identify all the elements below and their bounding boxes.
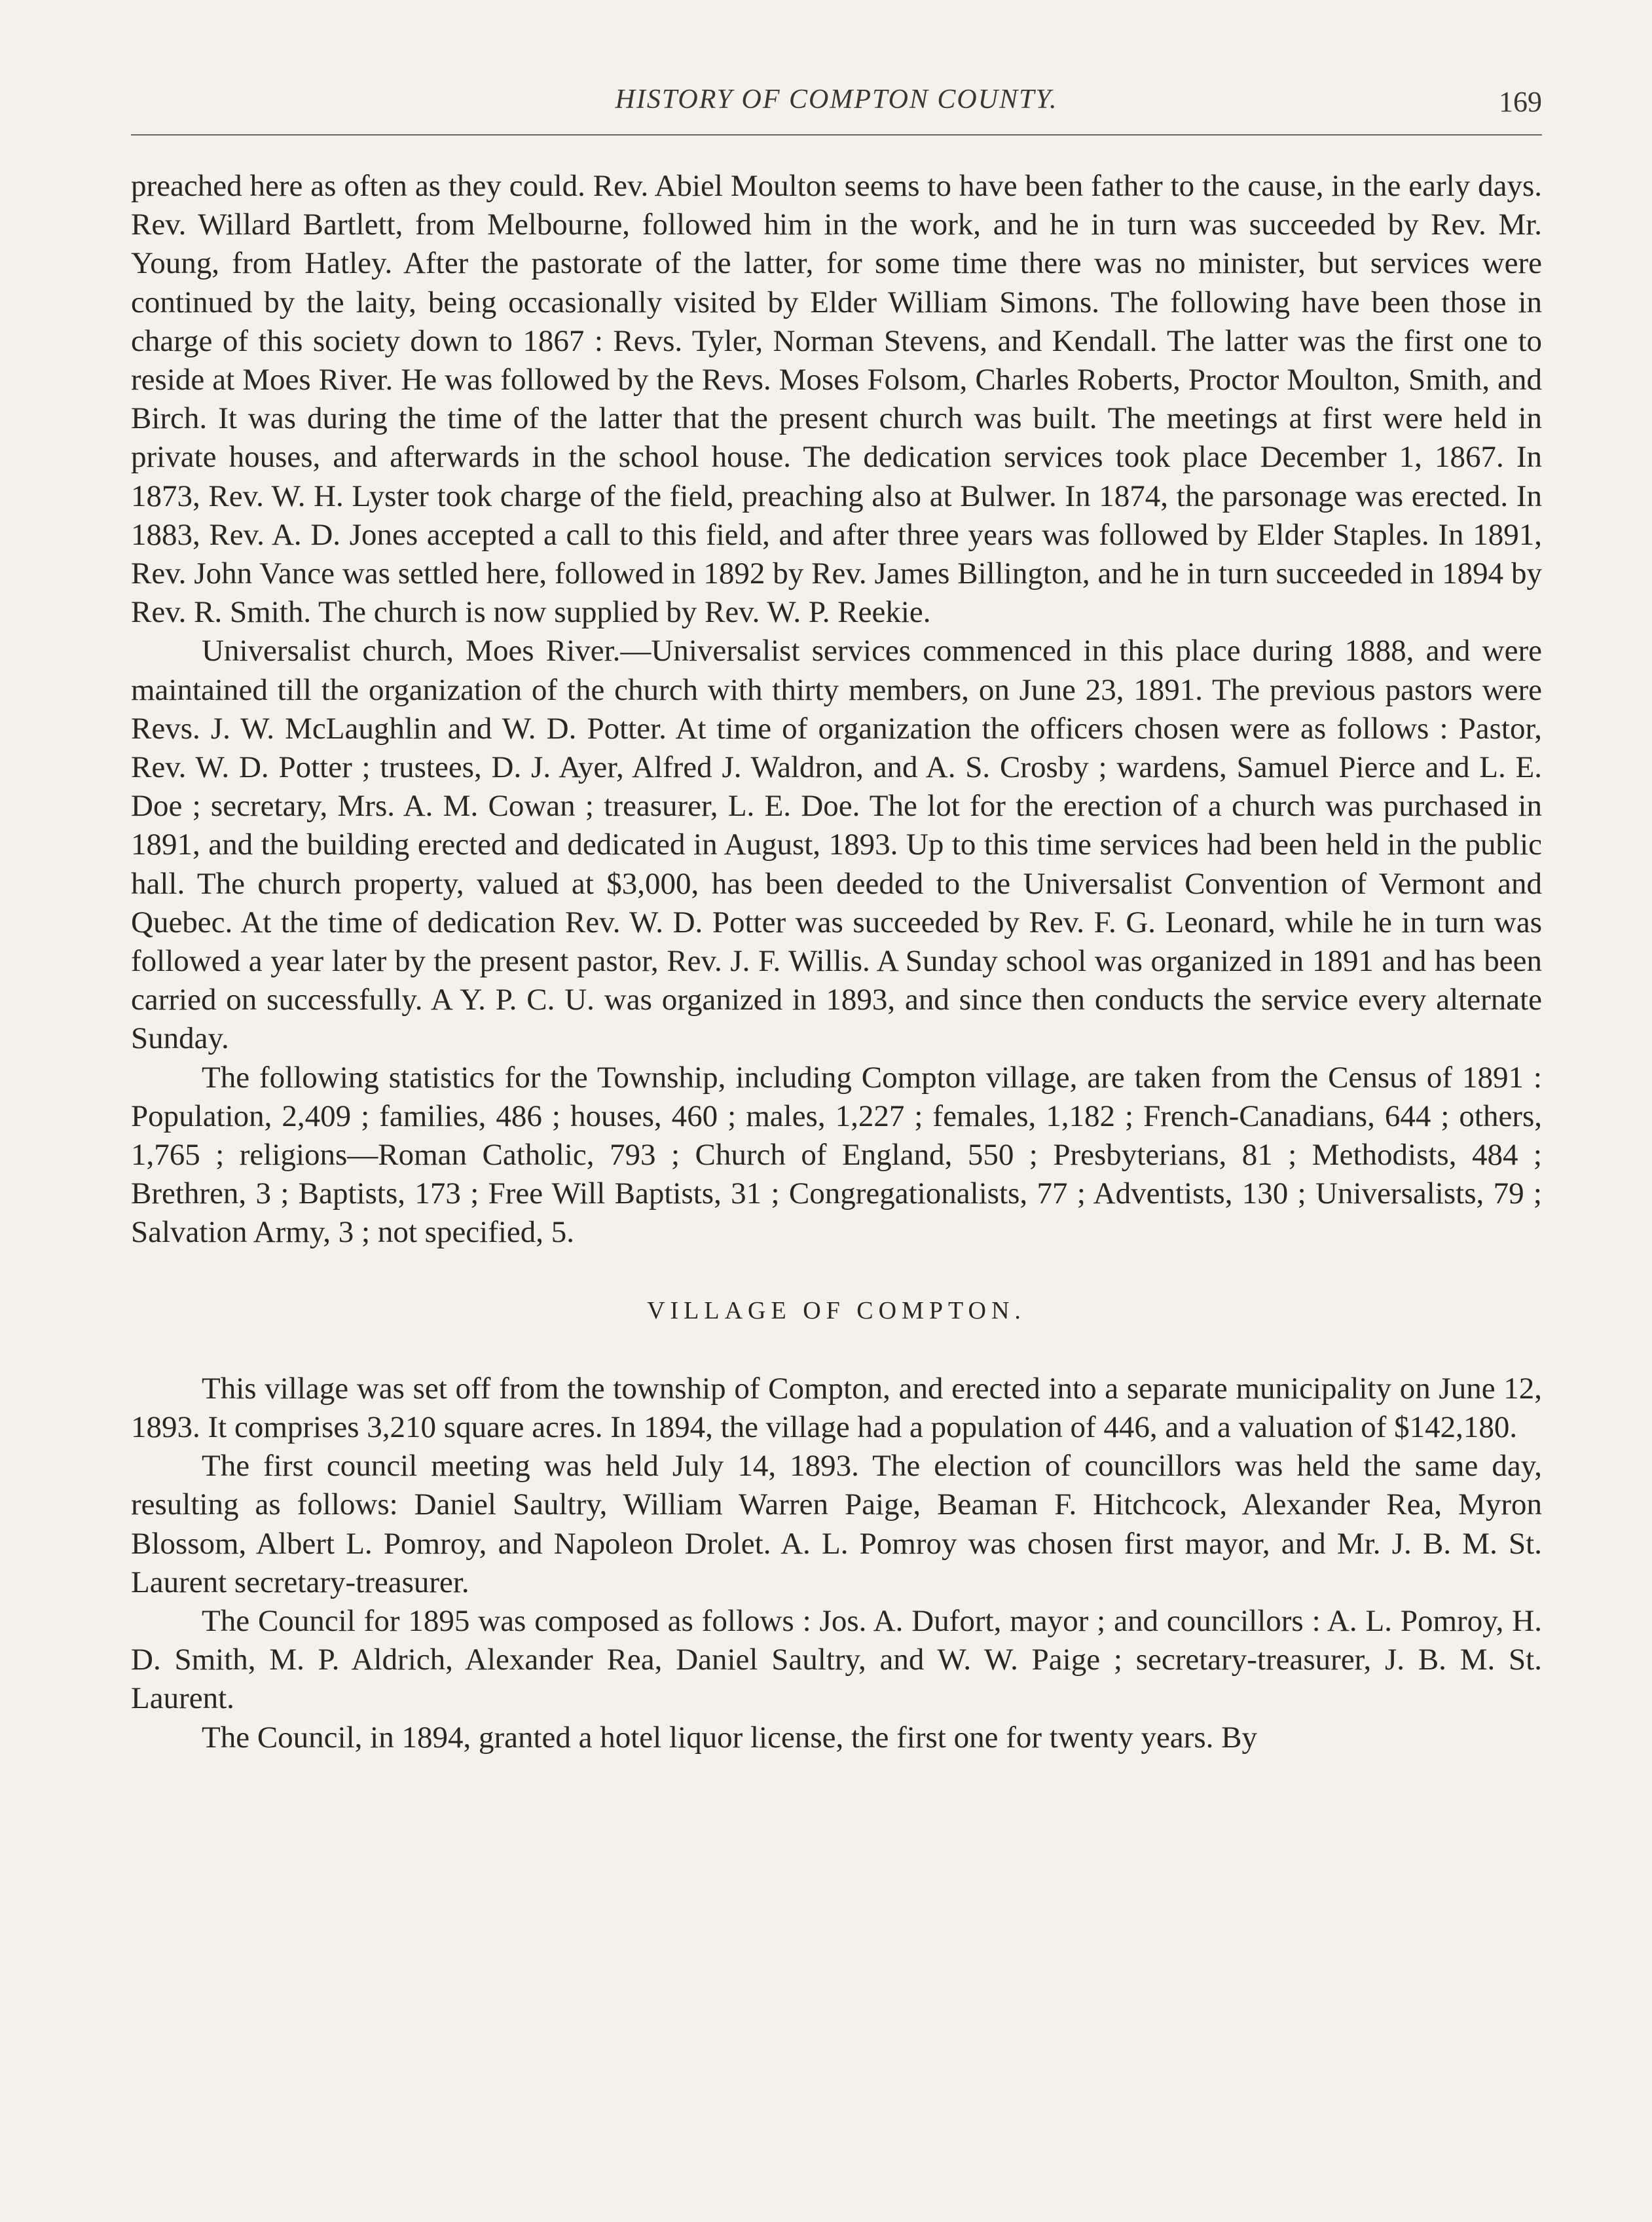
paragraph-first-council: The first council meeting was held July 14, 1893. The election of councillors was held the same day, resulting as follows: Daniel Saultry, William Warren Paige, Beaman F. Hitchcock, Alexander Rea, Myron Blossom, Albert L. Pomroy, and Napoleon Drolet. A. L. Pomroy was chosen first mayor, and Mr. J. B. M. St. Laurent secretary-treasurer. (131, 1449, 1542, 1599)
page-number: 169 (1499, 86, 1542, 118)
paragraph-methodist-church: preached here as often as they could. Rev. Abiel Moulton seems to have been father to the cause, in the early days. Rev. Willard Bartlett, from Melbourne, followed him in the work, and he in turn was succeeded by Rev. Mr. Young, from Hatley. After the pastorate of the latter, for some time there was no minister, but services were continued by the laity, being occasionally visited by Elder William Simons. The following have been those in charge of this society down to 1867 : Revs. Tyler, Norman Stevens, and Kendall. The latter was the first one to reside at Moes River. He was followed by the Revs. Moses Folsom, Charles Roberts, Proctor Moulton, Smith, and Birch. It was during the time of the latter that the present church was built. The meetings at first were held in private houses, and afterwards in the school house. The dedication services took place December 1, 1867. In 1873, Rev. W. H. Lyster took charge of the field, preaching also at Bulwer. In 1874, the parsonage was erected. In 1883, Rev. A. D. Jones accepted a call to this field, and after three years was followed by Elder Staples. In 1891, Rev. John Vance was settled here, followed in 1892 by Rev. James Billington, and he in turn succeeded in 1894 by Rev. R. Smith. The church is now supplied by Rev. W. P. Reekie. (131, 169, 1542, 630)
section-heading: VILLAGE OF COMPTON. (647, 1296, 1026, 1324)
paragraph-village-founding: This village was set off from the township of Compton, and erected into a separate municipality on June 12, 1893. It comprises 3,210 square acres. In 1894, the village had a population of 446, and a valuation of $142,180. (131, 1371, 1542, 1444)
header-rule (131, 134, 1542, 136)
running-title: HISTORY OF COMPTON COUNTY. (615, 84, 1058, 115)
running-head (131, 84, 1542, 130)
paragraph-council-1895: The Council for 1895 was composed as follows : Jos. A. Dufort, mayor ; and councillors : A. L. Pomroy, H. D. Smith, M. P. Aldrich, Alexander Rea, Daniel Saultry, and W. W. Paige ; secretary-treasurer, J. B. M. St. Laurent. (131, 1603, 1542, 1716)
paragraph-liquor-license: The Council, in 1894, granted a hotel liquor license, the first one for twenty years. By (202, 1720, 1257, 1755)
paragraph-census-statistics: The following statistics for the Township, including Compton village, are taken from the Census of 1891 : Population, 2,409 ; families, 486 ; houses, 460 ; males, 1,227 ; females, 1,182 ; French-Canadians, 644 ; others, 1,765 ; religions—Roman Catholic, 793 ; Church of England, 550 ; Presbyterians, 81 ; Methodists, 484 ; Brethren, 3 ; Baptists, 173 ; Free Will Baptists, 31 ; Congregationalists, 77 ; Adventists, 130 ; Universalists, 79 ; Salvation Army, 3 ; not specified, 5. (131, 1060, 1542, 1250)
paragraph-universalist-church: Universalist church, Moes River.—Universalist services commenced in this place during 1888, and were maintained till the organization of the church with thirty members, on June 23, 1891. The previous pastors were Revs. J. W. McLaughlin and W. D. Potter. At time of organization the officers chosen were as follows : Pastor, Rev. W. D. Potter ; trustees, D. J. Ayer, Alfred J. Waldron, and A. S. Crosby ; wardens, Samuel Pierce and L. E. Doe ; secretary, Mrs. A. M. Cowan ; treasurer, L. E. Doe. The lot for the erection of a church was purchased in 1891, and the building erected and dedicated in August, 1893. Up to this time services had been held in the public hall. The church property, valued at $3,000, has been deeded to the Universalist Convention of Vermont and Quebec. At the time of dedication Rev. W. D. Potter was succeeded by Rev. F. G. Leonard, while he in turn was followed a year later by the present pastor, Rev. J. F. Willis. A Sunday school was organized in 1891 and has been carried on successfully. A Y. P. C. U. was organized in 1893, and since then conducts the service every alternate Sunday. (131, 634, 1542, 1056)
body-text (131, 167, 1542, 1757)
